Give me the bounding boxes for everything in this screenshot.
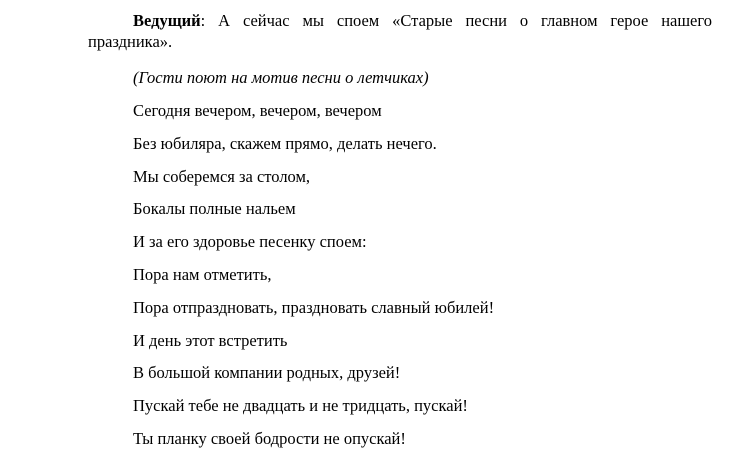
- intro-paragraph: [88, 10, 712, 52]
- verse-line: В большой компании родных, друзей!: [133, 363, 401, 383]
- verse-line: Без юбиляра, скажем прямо, делать нечего.: [133, 133, 437, 153]
- verse-line: И за его здоровье песенку споем:: [133, 232, 367, 252]
- verse-line: Пора нам отметить,: [133, 264, 272, 284]
- speaker-name: Ведущий: [133, 11, 201, 30]
- verse-line: Сегодня вечером, вечером, вечером: [133, 101, 382, 120]
- intro-text: : А сейчас мы споем «Старые песни о главном герое нашего праздника».: [88, 11, 712, 51]
- verse-line: Ты планку своей бодрости не опускай!: [133, 428, 406, 448]
- verse-line: Бокалы полные нальем: [133, 199, 296, 219]
- verse-line: Мы соберемся за столом,: [133, 166, 311, 186]
- verse-line: Пускай тебе не двадцать и не тридцать, пускай!: [133, 396, 468, 416]
- verse-line: Пора отпраздновать, праздновать славный юбилей!: [133, 297, 495, 317]
- song-verse: [133, 100, 494, 461]
- verse-line: И день этот встретить: [133, 330, 288, 350]
- stage-direction: (Гости поют на мотив песни о летчиках): [133, 68, 429, 87]
